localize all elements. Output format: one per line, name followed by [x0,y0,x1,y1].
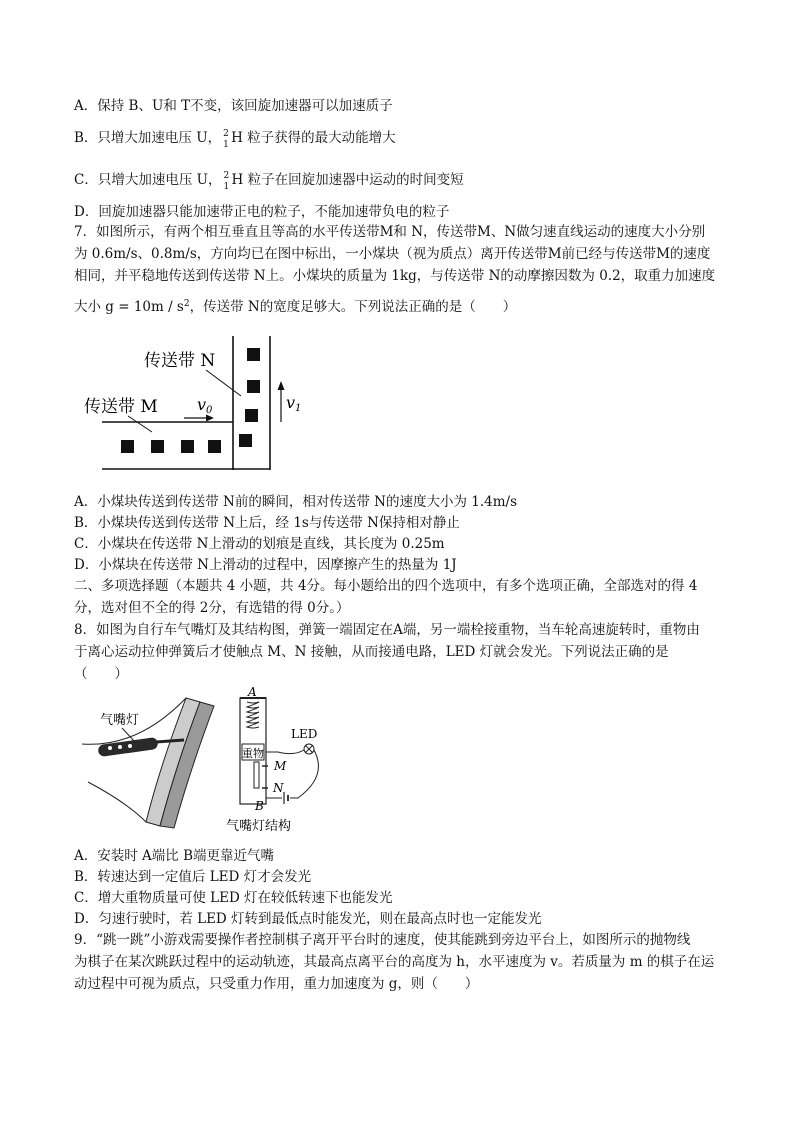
q6-option-b-suffix: H 粒子获得的最大动能增大 [231,130,396,146]
q7-line4-suffix: ，传送带 N的宽度足够大。下列说法正确的是（ ） [189,299,517,315]
iso-number: 1 [223,140,229,150]
structure-caption: 气嘴灯结构 [226,819,292,834]
conveyor-belts-figure [78,336,302,476]
circuit-wire [290,750,318,798]
weight-label: 重物 [242,747,264,760]
deuteron-symbol [222,171,232,192]
q7-stem-line1: 7．如图所示，有两个相互垂直且等高的水平传送带M和 N，传送带M、N做匀速直线运动的速度大小分别 [74,224,706,240]
belt-n-label: 传送带 N [144,351,216,371]
q6-option-c-prefix: C．只增大加速电压 U， [74,172,222,188]
q7-option-b: B．小煤块传送到传送带 N上后，经 1s与传送带 N保持相对静止 [74,515,460,531]
belt-n-leader-line [206,370,241,396]
lamp-dot [118,745,122,749]
q8-option-d: D．匀速行驶时，若 LED 灯转到最低点时能发光，则在最高点时也一定能发光 [74,911,542,927]
q7-option-d: D．小煤块在传送带 N上滑动的过程中，因摩擦产生的热量为 1J [74,557,457,573]
iso-number: 1 [223,182,230,192]
q8-option-b: B．转速达到一定值后 LED 灯才会发光 [74,869,312,885]
q9-stem-line3: 动过程中可视为质点，只受重力作用，重力加速度为 g，则（ ） [74,976,479,992]
q7-option-c: C．小煤块在传送带 N上滑动的划痕是直线，其长度为 0.25m [74,536,445,552]
end-b-label: B [255,799,264,813]
q7-stem-line2: 为 0.6m/s、0.8m/s，方向均已在图中标出，一小煤块（视为质点）离开传送带M前已经与传送带M的速度 [74,246,711,262]
coal-block [208,440,221,453]
iso-mass: 2 [223,171,230,181]
coal-block [181,440,194,453]
q9-stem-line2: 为棋子在某次跳跃过程中的运动轨迹，其最高点离平台的高度为 h，水平速度为 v。若质量为 m 的棋子在运 [74,954,715,970]
q9-stem-line1: 9．“跳一跳”小游戏需要操作者控制棋子离开平台时的速度，使其能跳到旁边平台上，如图所示的抛物线 [74,932,691,948]
q6-option-a: A．保持 B、U和 T不变，该回旋加速器可以加速质子 [74,98,393,114]
coal-block [247,380,260,393]
q7-line4-prefix: 大小 g = 10m / s [74,299,184,315]
q6-option-b-prefix: B．只增大加速电压 U， [74,130,222,146]
q7-line4-exponent: 2 [183,299,190,309]
coal-block [121,440,134,453]
coal-block [245,409,258,422]
spring [247,702,259,728]
coal-block [247,348,260,361]
valve-stem [156,740,184,742]
iso-mass: 2 [223,129,229,139]
v1-arrowhead [278,381,285,390]
end-a-label: A [248,685,257,699]
section2-heading-line1: 二、多项选择题（本题共 4 小题，共 4分。每小题给出的四个选项中，有多个选项正确，全部选对的得 4 [74,578,698,594]
led-label: LED [291,727,318,741]
lamp-dot [128,744,132,748]
v1-label: v1 [286,393,302,414]
q8-option-c: C．增大重物质量可使 LED 灯在较低转速下也能发光 [74,890,393,906]
coal-block [151,440,164,453]
q6-option-c-suffix: H 粒子在回旋加速器中运动的时间变短 [231,172,464,188]
q8-stem-line1: 8．如图为自行车气嘴灯及其结构图，弹簧一端固定在A端，另一端栓接重物，当车轮高速旋转时，重物由 [74,622,700,638]
q8-stem-line2: 于离心运动拉伸弹簧后才使触点 M、N 接触，从而接通电路，LED 灯就会发光。下列说法正确的是 [74,644,669,660]
q8-stem-line3: （ ） [74,666,128,682]
circuit-wire [266,750,304,754]
belt-m-label: 传送带 M [84,397,158,417]
q6-option-d: D．回旋加速器只能加速带正电的粒子，不能加速带负电的粒子 [74,204,450,220]
section2-heading-line2: 分，选对但不全的得 2分，有选错的得 0分。） [74,600,350,616]
contact-m-label: M [274,759,287,773]
valve-lamp-figure [78,686,338,836]
q8-option-a: A．安装时 A端比 B端更靠近气嘴 [74,848,275,864]
belt-m-leader-line [128,416,152,432]
lamp-label: 气嘴灯 [100,713,140,728]
contact-rod [254,762,259,788]
q6-option-c [74,170,464,190]
rim-edge-line [88,782,146,822]
v0-label: v0 [197,395,213,416]
coal-block [239,434,252,447]
contact-n-label: N [273,781,284,795]
lamp-dot [108,746,112,750]
q7-option-a: A．小煤块传送到传送带 N前的瞬间，相对传送带 N的速度大小为 1.4m/s [74,494,517,510]
deuteron-symbol [221,129,231,150]
valve-lamp-body [97,737,158,757]
q6-option-b [74,128,396,148]
q7-stem-line3: 相同，并平稳地传送到传送带 N上。小煤块的质量为 1kg，与传送带 N的动摩擦因数为 0.2，取重力加速度 [74,268,716,284]
q7-stem-line4 [74,294,516,317]
